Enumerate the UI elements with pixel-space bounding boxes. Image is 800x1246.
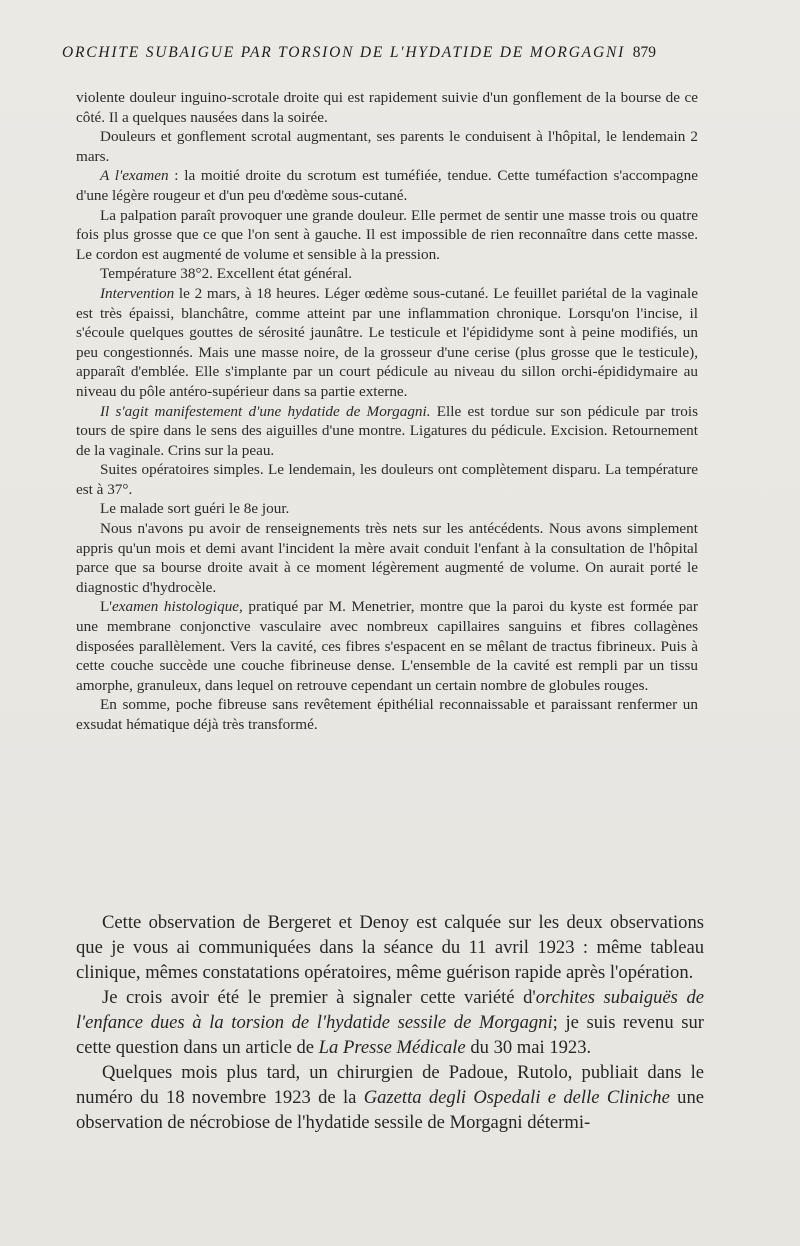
paragraph-text: Quelques mois plus tard, un chirurgien de Padoue, Rutolo, publiait dans le numéro du 18 novembre 1923 de la: [76, 1062, 704, 1108]
emphasis: La Presse Médicale: [318, 1037, 466, 1058]
paragraph-text: ; je suis revenu sur cette question dans un article de: [76, 1012, 705, 1058]
observation-paragraph: [76, 402, 698, 461]
page-number: 879: [632, 44, 656, 61]
commentary-paragraph: [76, 985, 704, 1060]
emphasis: Il s'agit manifestement d'une hydatide de Morgagni.: [100, 402, 431, 420]
paragraph-text: le 2 mars, à 18 heures. Léger œdème sous-cutané. Le feuillet pariétal de la vaginale est très épaissi, blanchâtre, comme atteint par une inflammation chronique. Lorsqu'on l'incise, il s'écoule quelques gouttes de sérosité jaunâtre. Le testicule et l'épididyme sont à peine modifiés, un peu congestionnés. Mais une masse noire, de la grosseur d'une cerise (plus grosse que le testicule), apparaît d'emblée. Elle s'implante par un court pédicule au niveau du sillon orchi-épididymaire au niveau du pôle antéro-supérieur dans sa partie externe.: [76, 284, 698, 400]
observation-paragraph: Suites opératoires simples. Le lendemain, les douleurs ont complètement disparu. La température est à 37°.: [76, 461, 698, 498]
observation-paragraph: Douleurs et gonflement scrotal augmentant, ses parents le conduisent à l'hôpital, le lendemain 2 mars.: [76, 128, 698, 165]
commentary-text: [76, 910, 704, 1135]
emphasis: orchites subaiguës de l'enfance dues à la torsion de l'hydatide sessile de Morgagni: [76, 987, 705, 1033]
observation-paragraph: [76, 597, 698, 695]
running-title: ORCHITE SUBAIGUE PAR TORSION DE L'HYDATIDE DE MORGAGNI: [62, 44, 626, 61]
emphasis: Gazetta degli Ospedali e delle Cliniche: [363, 1087, 670, 1108]
emphasis: A l'examen: [100, 167, 169, 185]
observation-paragraph: La palpation paraît provoquer une grande douleur. Elle permet de sentir une masse trois ou quatre fois plus grosse que ce que l'on sent à gauche. Il est impossible de rien reconnaître dans cette masse. Le cordon est augmenté de volume et sensible à la pression.: [76, 206, 698, 263]
observation-paragraph: Température 38°2. Excellent état général.: [100, 265, 353, 283]
observation-paragraph: [76, 284, 698, 402]
paragraph-text: une observation de nécrobiose de l'hydatide sessile de Morgagni détermi-: [76, 1087, 704, 1133]
observation-paragraph: En somme, poche fibreuse sans revêtement épithélial reconnaissable et paraissant renfermer un exsudat hématique déjà très transformé.: [76, 696, 698, 733]
paragraph-text: Je crois avoir été le premier à signaler cette variété d': [102, 987, 536, 1008]
commentary-paragraph: [76, 1060, 704, 1135]
observation-paragraph: [76, 166, 698, 205]
paragraph-text: : la moitié droite du scrotum est tuméfiée, tendue. Cette tuméfaction s'accompagne d'une légère rougeur et d'un peu d'œdème sous-cutané.: [76, 167, 698, 204]
paragraph-text: L': [100, 598, 113, 616]
observation-paragraph: Nous n'avons pu avoir de renseignements très nets sur les antécédents. Nous avons simplement appris qu'un mois et demi avant l'incident la mère avait conduit l'enfant à la consultation de l'hôpital parce que sa bourse droite avait à ce moment légèrement augmenté de volume. On aurait porté le diagnostic d'hydrocèle.: [76, 520, 698, 596]
observation-text: [76, 88, 698, 735]
running-header: [62, 44, 702, 62]
paragraph-text: Elle est tordue sur son pédicule par trois tours de spire dans le sens des aiguilles d'une montre. Ligatures du pédicule. Excision. Retournement de la vaginale. Crins sur la peau.: [76, 402, 698, 459]
paragraph-text: du 30 mai 1923.: [465, 1037, 592, 1058]
observation-paragraph: violente douleur inguino-scrotale droite qui est rapidement suivie d'un gonflement de la bourse de ce côté. Il a quelques nausées dans la soirée.: [76, 89, 698, 126]
emphasis: examen histologique: [112, 598, 240, 616]
paragraph-text: , pratiqué par M. Menetrier, montre que la paroi du kyste est formée par une membrane conjonctive vasculaire avec nombreux capillaires sanguins et fibres collagènes disposées parallèlement. Vers la cavité, ces fibres s'espacent en se mêlant de tractus fibrineux. Puis à cette couche succède une couche fibrineuse dense. L'ensemble de la cavité est rempli par un tissu amorphe, granuleux, dans lequel on retrouve cependant un certain nombre de globules rouges.: [76, 598, 698, 694]
observation-paragraph: Le malade sort guéri le 8e jour.: [100, 500, 290, 518]
emphasis: Intervention: [100, 284, 175, 302]
commentary-paragraph: Cette observation de Bergeret et Denoy est calquée sur les deux observations que je vous ai communiquées dans la séance du 11 avril 1923 : même tableau clinique, mêmes constatations opératoires, même guérison rapide après l'opération.: [76, 912, 704, 983]
